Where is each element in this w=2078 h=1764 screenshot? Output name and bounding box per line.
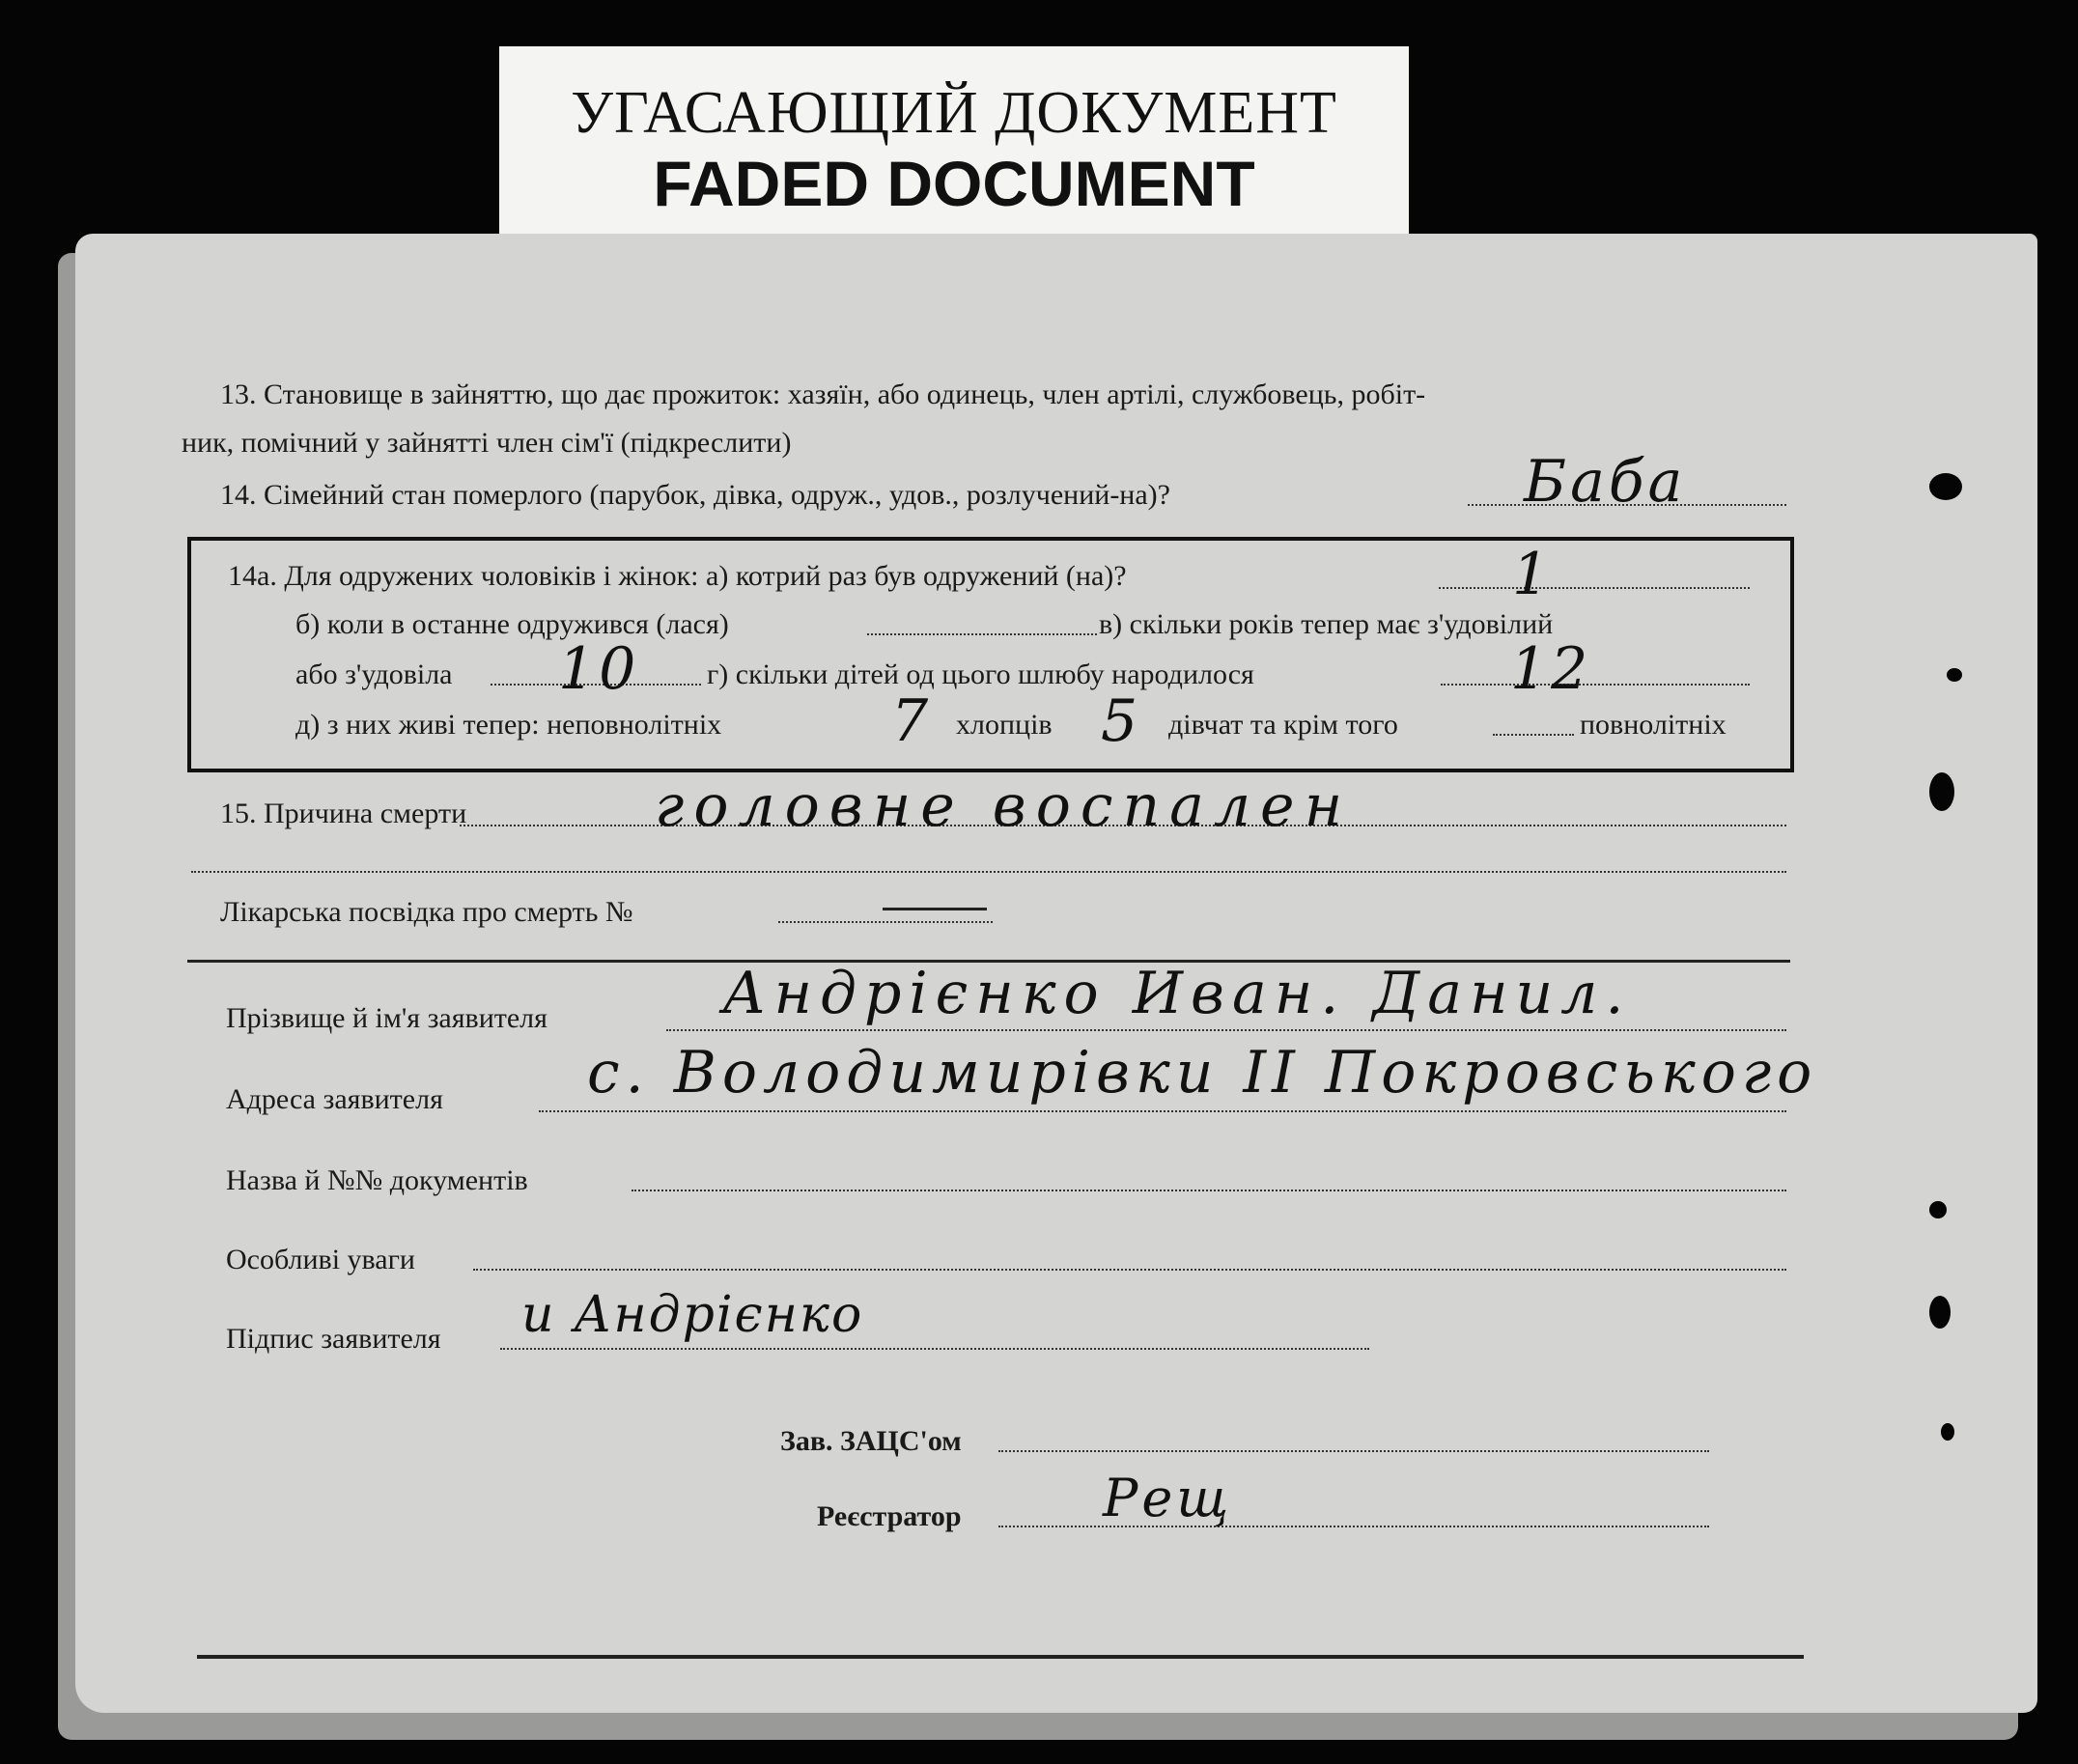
q14a-answer-boys: 7 (891, 687, 933, 755)
applicant-signature-line (500, 1348, 1369, 1350)
applicant-name-value: Андрієнко Иван. Данил. (722, 960, 1632, 1027)
registrar-label: Реєстратор (817, 1500, 962, 1532)
certificate-label: Лікарська посвідка про смерть № (220, 896, 633, 928)
q14-label: 14. Сімейний стан померлого (парубок, дівка, одруж., удов., розлучений-на)? (220, 479, 1170, 511)
form-sheet (75, 234, 2037, 1713)
q14a-b-line (867, 633, 1097, 635)
faded-label-ru: УГАСАЮЩИЙ ДОКУМЕНТ (571, 80, 1337, 146)
edge-damage (1929, 1296, 1951, 1329)
faded-label-en: FADED DOCUMENT (653, 148, 1255, 219)
certificate-number-line (778, 921, 993, 923)
q14a-line4-b: хлопців (956, 709, 1053, 741)
q13-line1: 13. Становище в зайняттю, що дає прожиток: хазяїн, або одинець, член артілі, службовець, робіт- (220, 378, 1426, 410)
applicant-name-line (666, 1029, 1786, 1031)
edge-damage (1929, 1201, 1947, 1218)
bottom-rule (197, 1655, 1804, 1659)
applicant-signature-label: Підпис заявителя (226, 1323, 441, 1355)
head-of-registry-label: Зав. ЗАЦС'ом (780, 1425, 962, 1457)
applicant-notes-label: Особливі уваги (226, 1244, 415, 1275)
head-of-registry-line (998, 1450, 1709, 1452)
q14a-line4-d: повнолітніх (1580, 709, 1727, 741)
q14a-line4-c: дівчат та крім того (1168, 709, 1398, 741)
registrar-signature: Рещ (1103, 1468, 1233, 1528)
q14a-g-line (1441, 684, 1750, 686)
q15-label: 15. Причина смерти (220, 798, 467, 829)
q14-answer: Баба (1524, 448, 1687, 516)
q14a-adults-line (1493, 734, 1574, 736)
edge-damage (1947, 668, 1962, 682)
q14a-answer-girls: 5 (1101, 687, 1142, 755)
applicant-address-value: с. Володимирівки II Покровського (587, 1039, 1818, 1106)
applicant-address-line (539, 1110, 1786, 1112)
applicant-address-label: Адреса заявителя (226, 1083, 443, 1115)
q14a-line4-a: д) з них живі тепер: неповнолітніх (295, 709, 722, 741)
applicant-notes-line (473, 1269, 1786, 1271)
q13-line2: ник, помічний у зайнятті член сім'ї (підкреслити) (182, 427, 792, 459)
applicant-docs-label: Назва й №№ документів (226, 1164, 528, 1196)
edge-damage (1929, 772, 1954, 811)
faded-document-label (499, 46, 1409, 239)
q15-answer: головне воспален (655, 772, 1353, 840)
q14a-answer-a: 1 (1512, 541, 1554, 608)
q14a-line2-right: в) скільки років тепер має з'удовілий (1099, 608, 1554, 640)
applicant-name-label: Прізвище й ім'я заявителя (226, 1002, 548, 1034)
q14a-line3-mid: г) скільки дітей од цього шлюбу народилося (707, 658, 1254, 690)
applicant-signature-value: и Андрієнко (521, 1286, 864, 1344)
q14a-answer-v: 10 (558, 635, 640, 703)
q14a-line3-left: або з'удовіла (295, 658, 453, 690)
q14a-line2-left: б) коли в останне одружився (лася) (295, 608, 729, 640)
edge-damage (1929, 473, 1962, 500)
edge-damage (1941, 1423, 1954, 1441)
applicant-docs-line (632, 1190, 1786, 1191)
q14a-answer-g: 12 (1510, 635, 1592, 703)
certificate-dash (883, 908, 987, 910)
q14a-line1: 14а. Для одружених чоловіків і жінок: а) котрий раз був одружений (на)? (228, 560, 1127, 592)
q15-second-line (191, 871, 1786, 873)
q14a-a-line (1439, 587, 1750, 589)
